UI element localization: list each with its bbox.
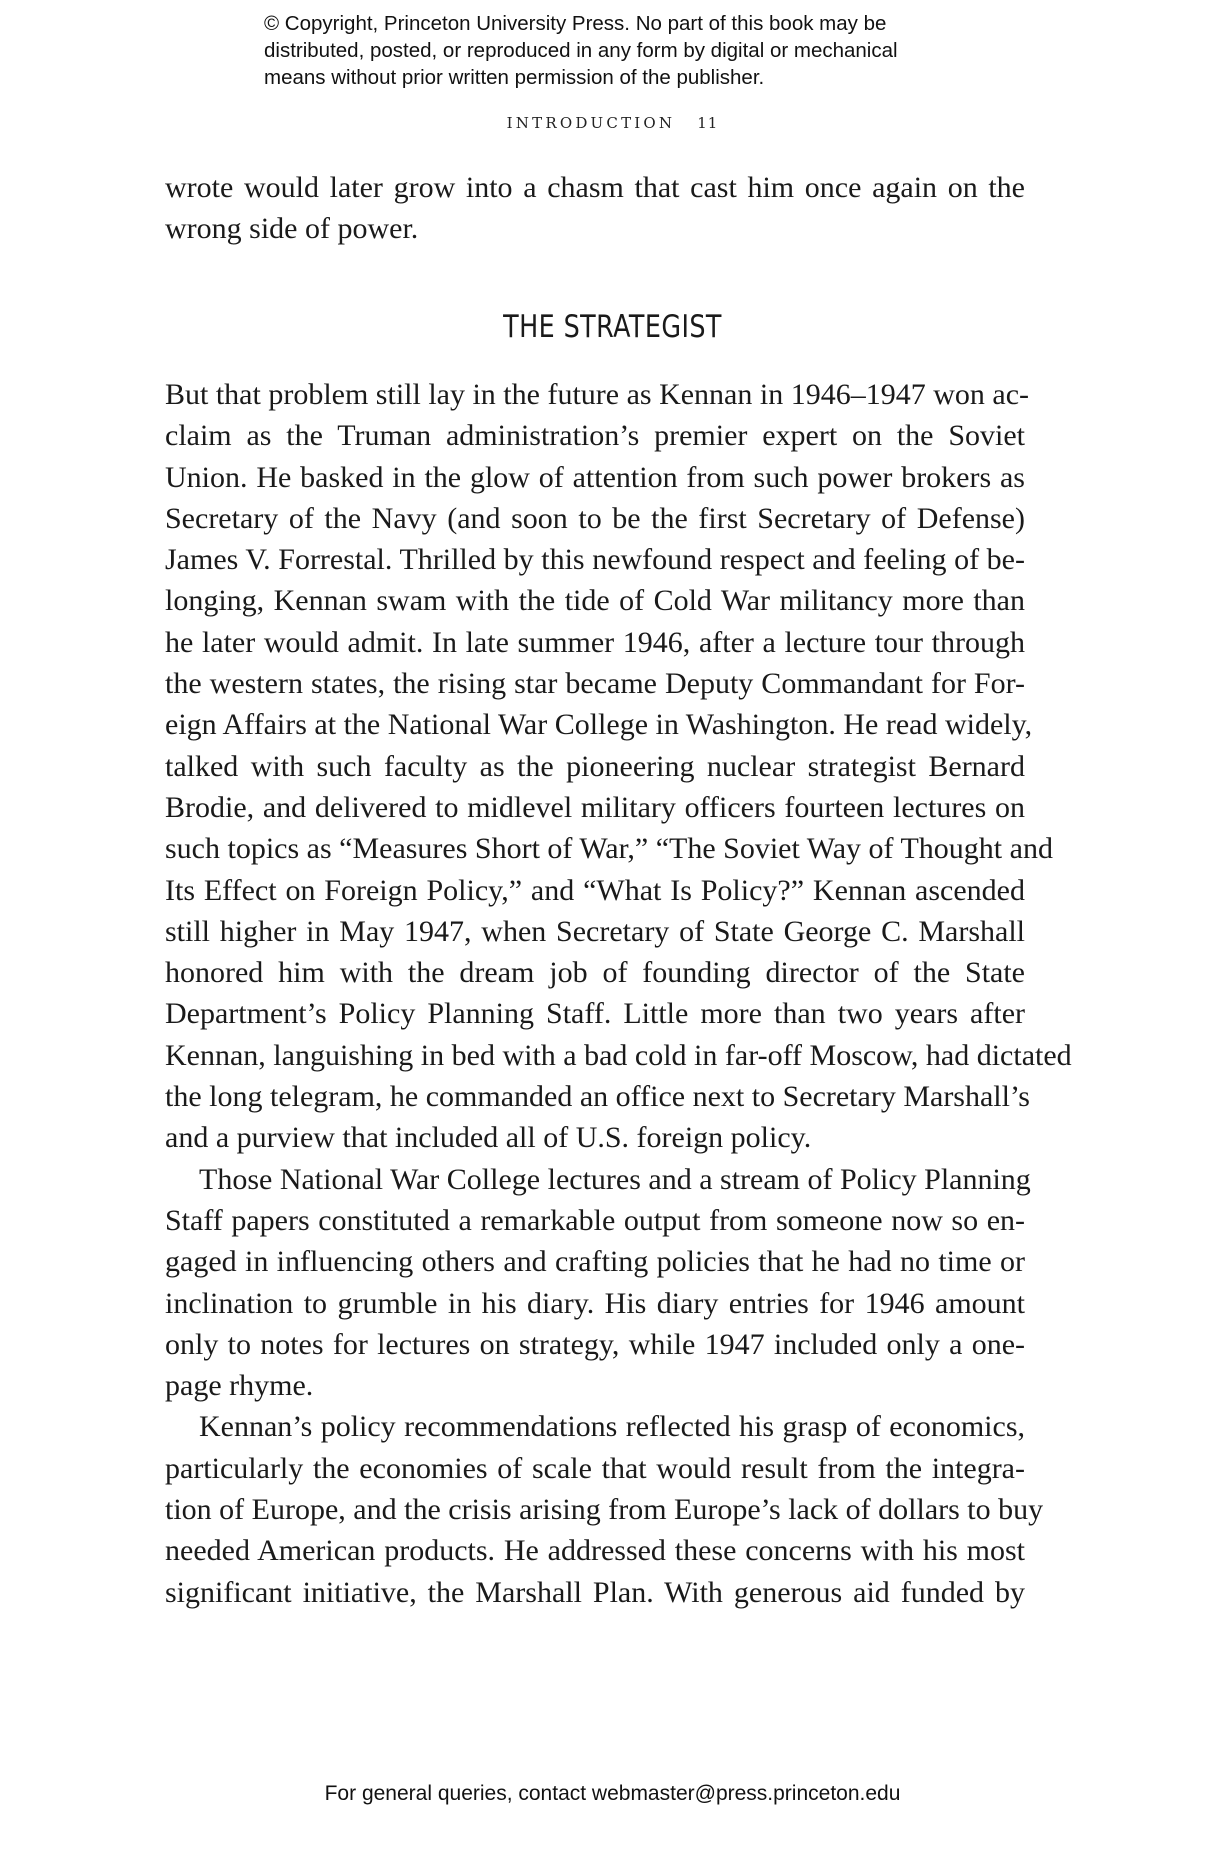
section-heading: THE STRATEGIST — [503, 309, 722, 345]
text-line: particularly the economies of scale that would result from the integra- — [165, 1451, 1025, 1485]
text-line: wrote would later grow into a chasm that cast him once again on the — [165, 171, 1025, 204]
paragraph — [165, 1406, 1044, 1612]
text-line: claim as the Truman administration’s premier expert on the Soviet — [165, 419, 1025, 453]
text-line: significant initiative, the Marshall Plan. With generous aid funded by — [165, 1575, 1025, 1609]
paragraph — [165, 1159, 1031, 1407]
copyright-line: distributed, posted, or reproduced in any form by digital or mechanical — [264, 39, 898, 62]
text-line: Department’s Policy Planning Staff. Little more than two years after — [165, 997, 1025, 1031]
text-line: Kennan’s policy recommendations reflected his grasp of economics, — [199, 1410, 1025, 1444]
text-line: page rhyme. — [165, 1369, 314, 1403]
text-line: Brodie, and delivered to midlevel military officers fourteen lectures on — [165, 790, 1025, 824]
text-line: honored him with the dream job of founding director of the State — [165, 956, 1025, 990]
text-line: longing, Kennan swam with the tide of Cold War militancy more than — [165, 584, 1025, 618]
text-line: Secretary of the Navy (and soon to be the first Secretary of Defense) — [165, 501, 1025, 535]
text-line: he later would admit. In late summer 1946, after a lecture tour through — [165, 625, 1025, 659]
running-head-title: INTRODUCTION — [506, 114, 676, 132]
text-line: only to notes for lectures on strategy, while 1947 included only a one- — [165, 1327, 1025, 1361]
running-head — [0, 114, 1225, 132]
text-line: needed American products. He addressed these concerns with his most — [165, 1534, 1025, 1568]
copyright-line: © Copyright, Princeton University Press. No part of this book may be — [264, 12, 887, 35]
text-line: tion of Europe, and the crisis arising from Europe’s lack of dollars to buy — [165, 1493, 1044, 1527]
text-line: and a purview that included all of U.S. foreign policy. — [165, 1121, 812, 1155]
text-line: eign Affairs at the National War College in Washington. He read widely, — [165, 708, 1033, 742]
opening-paragraph — [165, 167, 1025, 250]
paragraph — [165, 374, 1072, 1159]
text-line: Its Effect on Foreign Policy,” and “What Is Policy?” Kennan ascended — [165, 873, 1025, 907]
text-line: such topics as “Measures Short of War,” “The Soviet Way of Thought and — [165, 832, 1053, 866]
body-text — [165, 374, 1072, 1613]
text-line: gaged in influencing others and crafting policies that he had no time or — [165, 1245, 1025, 1279]
text-line: But that problem still lay in the future as Kennan in 1946–1947 won ac- — [165, 378, 1029, 411]
text-line: Staff papers constituted a remarkable output from someone now so en- — [165, 1203, 1025, 1237]
copyright-line: means without prior written permission of the publisher. — [264, 66, 765, 89]
text-line: James V. Forrestal. Thrilled by this newfound respect and feeling of be- — [165, 543, 1025, 577]
text-line: inclination to grumble in his diary. His diary entries for 1946 amount — [165, 1286, 1025, 1320]
text-line: Union. He basked in the glow of attention from such power brokers as — [165, 460, 1025, 494]
text-line: the western states, the rising star became Deputy Commandant for For- — [165, 667, 1025, 701]
text-line: talked with such faculty as the pioneering nuclear strategist Bernard — [165, 749, 1025, 783]
footer-contact: For general queries, contact webmaster@press.princeton.edu — [324, 1782, 901, 1805]
text-line: the long telegram, he commanded an office next to Secretary Marshall’s — [165, 1080, 1030, 1114]
copyright-notice — [264, 10, 984, 91]
text-line: Those National War College lectures and a stream of Policy Planning — [199, 1162, 1031, 1196]
text-line: still higher in May 1947, when Secretary of State George C. Marshall — [165, 914, 1025, 948]
text-line: Kennan, languishing in bed with a bad cold in far-off Moscow, had dictated — [165, 1038, 1072, 1072]
page-number: 11 — [697, 114, 719, 132]
text-line: wrong side of power. — [165, 212, 419, 246]
